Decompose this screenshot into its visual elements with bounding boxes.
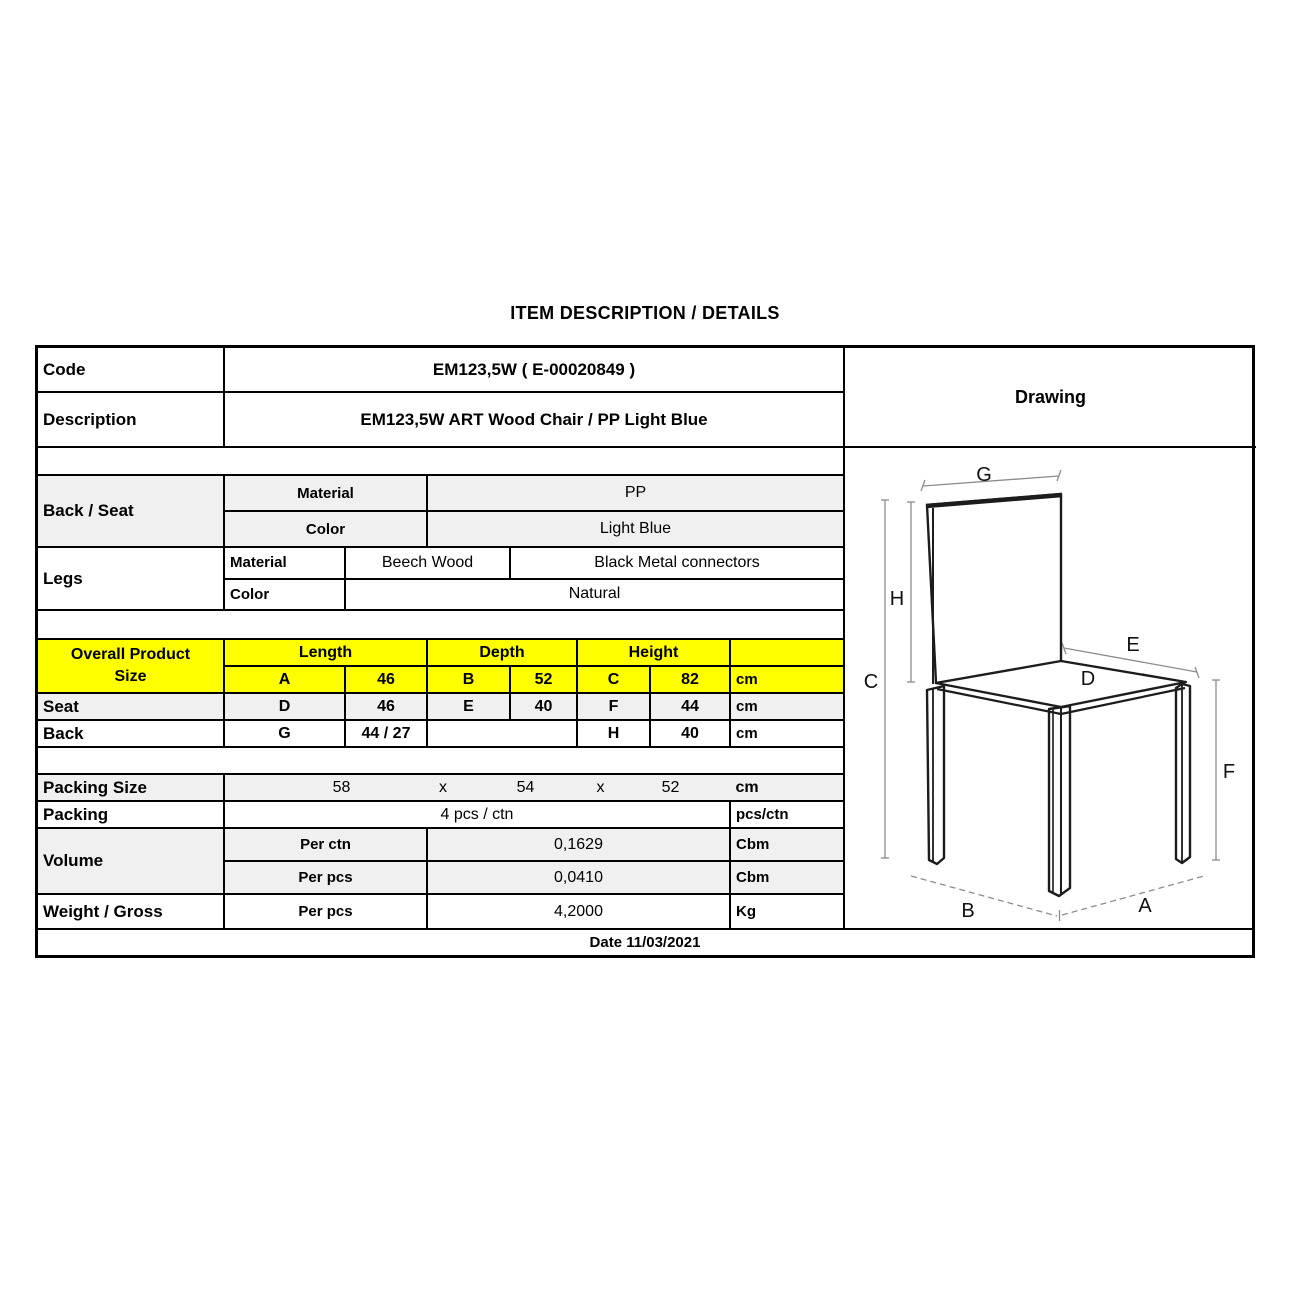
dim-label-c: C xyxy=(863,671,879,693)
seat-depth-key: E xyxy=(428,694,511,719)
volume-per-pcs-value: 0,0410 xyxy=(428,862,731,893)
seat-height-value: 44 xyxy=(651,694,731,719)
back-seat-material-row xyxy=(225,476,843,512)
weight-unit: Kg xyxy=(736,903,756,920)
back-seat-label: Back / Seat xyxy=(38,476,225,546)
row-description xyxy=(38,393,843,448)
overall-size-row xyxy=(225,667,843,692)
spacer-row xyxy=(38,611,843,640)
section-overall-size xyxy=(38,640,843,694)
overall-depth-value: 52 xyxy=(511,667,578,692)
volume-per-pcs-unit: Cbm xyxy=(731,862,843,893)
weight-label: Weight / Gross xyxy=(38,895,225,928)
legs-material-wood: Beech Wood xyxy=(346,548,511,578)
packing-value: 4 pcs / ctn xyxy=(225,802,731,827)
legs-label: Legs xyxy=(38,548,225,609)
packing-size-dim2: 54 xyxy=(516,778,535,796)
empty-cell xyxy=(38,448,843,474)
height-header: Height xyxy=(578,640,731,665)
overall-depth-key: B xyxy=(428,667,511,692)
empty-cell xyxy=(38,611,843,638)
row-packing xyxy=(38,802,843,829)
back-length-value: 44 / 27 xyxy=(346,721,428,746)
dim-label-a: A xyxy=(1138,895,1152,917)
row-seat-size xyxy=(38,694,843,721)
back-height-key: H xyxy=(578,721,651,746)
legs-color-row xyxy=(225,580,843,610)
overall-length-key: A xyxy=(225,667,346,692)
seat-unit: cm xyxy=(731,694,843,719)
legs-material-metal: Black Metal connectors xyxy=(594,553,760,571)
packing-size-label: Packing Size xyxy=(38,775,225,800)
chair-drawing xyxy=(845,448,1258,926)
back-height-value: 40 xyxy=(651,721,731,746)
packing-unit: pcs/ctn xyxy=(736,806,789,823)
date-row: Date 11/03/2021 xyxy=(589,934,701,951)
code-value: EM123,5W ( E-00020849 ) xyxy=(432,359,636,379)
back-length-key: G xyxy=(225,721,346,746)
seat-length-key: D xyxy=(225,694,346,719)
legs-material-label: Material xyxy=(225,548,346,578)
volume-per-ctn-row xyxy=(225,829,843,862)
dim-label-h: H xyxy=(889,588,905,610)
dim-label-g: G xyxy=(976,464,992,486)
weight-per-pcs-label: Per pcs xyxy=(225,895,428,928)
back-seat-material-label: Material xyxy=(225,476,428,510)
spacer-row xyxy=(38,448,843,476)
legs-material-row xyxy=(225,548,843,580)
volume-per-pcs-label: Per pcs xyxy=(225,862,428,893)
dim-label-e: E xyxy=(1126,634,1140,656)
back-seat-color-label: Color xyxy=(225,512,428,546)
packing-size-x2: x xyxy=(596,778,605,796)
row-weight xyxy=(38,895,843,928)
row-packing-size xyxy=(38,775,843,802)
page-title: ITEM DESCRIPTION / DETAILS xyxy=(510,303,780,323)
details-table xyxy=(38,348,843,928)
packing-size-dim1: 58 xyxy=(332,778,351,796)
weight-value: 4,2000 xyxy=(428,895,731,928)
row-back-size xyxy=(38,721,843,748)
volume-per-ctn-label: Per ctn xyxy=(225,829,428,860)
spec-table xyxy=(35,345,1255,958)
description-label: Description xyxy=(38,393,225,446)
volume-label: Volume xyxy=(38,829,225,893)
overall-size-label-line1: Overall Product xyxy=(70,646,191,664)
packing-size-unit: cm xyxy=(735,778,759,796)
depth-header: Depth xyxy=(428,640,578,665)
seat-length-value: 46 xyxy=(346,694,428,719)
back-unit: cm xyxy=(736,725,758,742)
table-main xyxy=(38,348,1252,930)
length-header: Length xyxy=(225,640,428,665)
packing-size-dim3: 52 xyxy=(661,778,680,796)
overall-size-label xyxy=(38,640,225,692)
overall-unit: cm xyxy=(731,667,843,692)
overall-height-value: 82 xyxy=(651,667,731,692)
section-volume xyxy=(38,829,843,895)
back-seat-color-value: Light Blue xyxy=(428,512,843,546)
seat-depth-value: 40 xyxy=(511,694,578,719)
back-size-label: Back xyxy=(38,721,225,746)
overall-height-key: C xyxy=(578,667,651,692)
packing-size-x1: x xyxy=(439,778,447,796)
dim-label-d: D xyxy=(1080,668,1096,690)
drawing-panel xyxy=(843,348,1256,928)
legs-color-label: Color xyxy=(225,580,346,610)
empty-cell xyxy=(38,748,843,773)
dim-label-b: B xyxy=(961,900,975,922)
row-code xyxy=(38,348,843,393)
back-seat-color-row xyxy=(225,512,843,546)
size-header-row xyxy=(225,640,843,667)
size-header-empty xyxy=(731,640,843,665)
back-depth-empty xyxy=(428,721,578,746)
overall-size-label-line2: Size xyxy=(114,668,147,685)
description-value: EM123,5W ART Wood Chair / PP Light Blue xyxy=(360,409,708,429)
back-seat-material-value: PP xyxy=(428,476,843,510)
volume-per-pcs-row xyxy=(225,862,843,893)
section-legs xyxy=(38,548,843,611)
packing-label: Packing xyxy=(38,802,225,827)
section-back-seat xyxy=(38,476,843,548)
seat-size-label: Seat xyxy=(38,694,225,719)
overall-length-value: 46 xyxy=(346,667,428,692)
volume-per-ctn-value: 0,1629 xyxy=(428,829,731,860)
volume-per-ctn-unit: Cbm xyxy=(731,829,843,860)
legs-color-value: Natural xyxy=(568,585,621,603)
dim-label-f: F xyxy=(1222,761,1236,783)
spacer-row xyxy=(38,748,843,775)
drawing-header: Drawing xyxy=(845,348,1256,448)
seat-height-key: F xyxy=(578,694,651,719)
code-label: Code xyxy=(38,348,225,391)
packing-size-values xyxy=(225,775,843,800)
